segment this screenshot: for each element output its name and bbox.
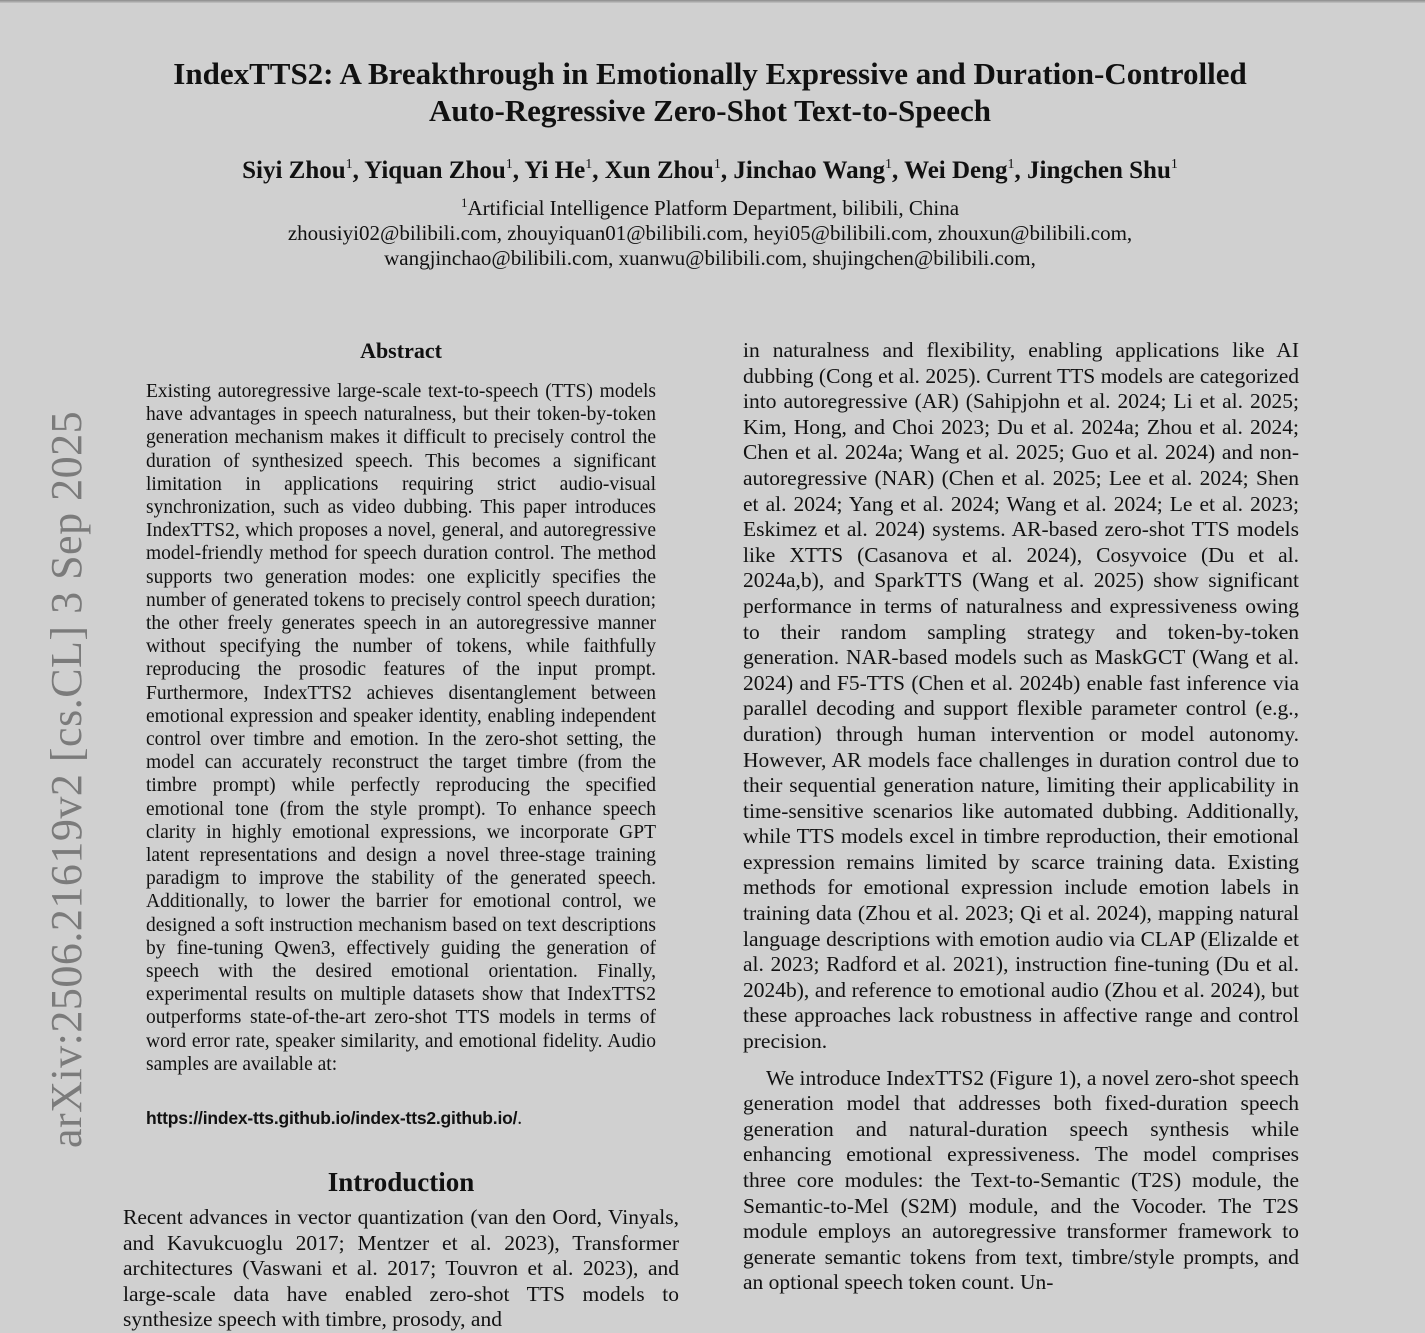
right-column <box>743 338 1299 1296</box>
abstract-link-line: https://index-tts.github.io/index-tts2.github.io/. <box>146 1108 523 1129</box>
project-page-link[interactable]: https://index-tts.github.io/index-tts2.github.io/ <box>146 1108 518 1128</box>
author: Xun Zhou$^1$, <box>604 157 734 184</box>
introduction-text: Recent advances in vector quantization (van den Oord, Vinyals, and Kavukcuoglu 2017; Mentzer et al. 2023), Transformer architectures (Vaswani et al. 2017; Touvron et al. 2023), and large-scale data have enabled zero-shot TTS models to synthesize speech with timbre, prosody, and <box>123 1205 679 1332</box>
author: Yiquan Zhou$^1$, <box>364 157 525 184</box>
body-paragraph: in naturalness and flexibility, enabling applications like AI dubbing (Cong et al. 2025). Current TTS models are categorized into autoregressive (AR) (Sahipjohn et al. 2024; Li et al. 2025; Kim, Hong, and Choi 2023; Du et al. 2024a; Zhou et al. 2024; Chen et al. 2024a; Wang et al. 2025; Guo et al. 2024) and non-autoregressive (NAR) (Chen et al. 2025; Lee et al. 2024; Shen et al. 2024; Yang et al. 2024; Wang et al. 2024; Le et al. 2023; Eskimez et al. 2024) systems. AR-based zero-shot TTS models like XTTS (Casanova et al. 2024), Cosyvoice (Du et al. 2024a,b), and SparkTTS (Wang et al. 2025) show significant performance in terms of naturalness and expressiveness owing to their random sampling strategy and token-by-token generation. NAR-based models such as MaskGCT (Wang et al. 2024) and F5-TTS (Chen et al. 2024b) enable fast inference via parallel decoding and support flexible parameter control (e.g., duration) through human intervention or model autonomy. However, AR models face challenges in duration control due to their sequential generation nature, limiting their applicability in time-sensitive scenarios like automated dubbing. Additionally, while TTS models excel in timbre reproduction, their emotional expression remains limited by scarce training data. Existing methods for emotional expression include emotion labels in training data (Zhou et al. 2023; Qi et al. 2024), mapping natural language descriptions with emotion audio via CLAP (Elizalde et al. 2023; Radford et al. 2021), instruction fine-tuning (Du et al. 2024b), and reference to emotional audio (Zhou et al. 2024), but these approaches lack robustness in affective range and control precision. <box>743 338 1299 1054</box>
emails-line-1: zhousiyi02@bilibili.com, zhouyiquan01@bilibili.com, heyi05@bilibili.com, zhouxun@bilibili.com, <box>287 221 1133 245</box>
author: Jingchen Shu$^1$ <box>1027 157 1178 184</box>
author: Yi He$^1$, <box>524 157 605 184</box>
affiliation-block <box>60 196 1360 271</box>
abstract-text: Existing autoregressive large-scale text-to-speech (TTS) models have advantages in speech naturalness, but their token-by-token generation mechanism makes it difficult to precisely control the duration of synthesized speech. This becomes a significant limitation in applications requiring strict audio-visual synchronization, such as video dubbing. This paper introduces IndexTTS2, which proposes a novel, general, and autoregressive model-friendly method for speech duration control. The method supports two generation modes: one explicitly specifies the number of generated tokens to precisely control speech duration; the other freely generates speech in an autoregressive manner without specifying the number of tokens, while faithfully reproducing the prosodic features of the input prompt. Furthermore, IndexTTS2 achieves disentanglement between emotional expression and speaker identity, enabling independent control over timbre and emotion. In the zero-shot setting, the model can accurately reconstruct the target timbre (from the timbre prompt) while perfectly reproducing the specified emotional tone (from the style prompt). To enhance speech clarity in highly emotional expressions, we incorporate GPT latent representations and design a novel three-stage training paradigm to improve the stability of the generated speech. Additionally, to lower the barrier for emotional control, we designed a soft instruction mechanism based on text descriptions by fine-tuning Qwen3, effectively guiding the generation of speech with the desired emotional orientation. Finally, experimental results on multiple datasets show that IndexTTS2 outperforms state-of-the-art zero-shot TTS models in terms of word error rate, speaker similarity, and emotional fidelity. Audio samples are available at: <box>146 381 656 1075</box>
introduction-heading: Introduction <box>327 1167 475 1197</box>
paper-title <box>60 55 1360 129</box>
author-list <box>60 155 1360 187</box>
page-top-edge <box>0 0 1425 3</box>
author: Jinchao Wang$^1$, <box>733 157 905 184</box>
title-line-1: IndexTTS2: A Breakthrough in Emotionally Expressive and Duration-Controlled <box>173 56 1247 91</box>
abstract-heading: Abstract <box>360 338 442 363</box>
author: Wei Deng$^1$, <box>904 157 1028 184</box>
author: Siyi Zhou$^1$, <box>242 157 365 184</box>
body-paragraph: We introduce IndexTTS2 (Figure 1), a novel zero-shot speech generation model that addresses both fixed-duration speech generation and natural-duration speech synthesis while enhancing emotional expressiveness. The model comprises three core modules: the Text-to-Semantic (T2S) module, the Semantic-to-Mel (S2M) module, and the Vocoder. The T2S module employs an autoregressive transformer framework to generate semantic tokens from text, timbre/style prompts, and an optional speech token count. Un- <box>743 1065 1299 1295</box>
arxiv-identifier-stamp: arXiv:2506.21619v2 [cs.CL] 3 Sep 2025 <box>42 410 91 1148</box>
affiliation: $^1$Artificial Intelligence Platform Department, bilibili, China <box>460 195 960 220</box>
title-line-2: Auto-Regressive Zero-Shot Text-to-Speech <box>429 93 991 128</box>
emails-line-2: wangjinchao@bilibili.com, xuanwu@bilibili.com, shujingchen@bilibili.com, <box>384 246 1036 270</box>
